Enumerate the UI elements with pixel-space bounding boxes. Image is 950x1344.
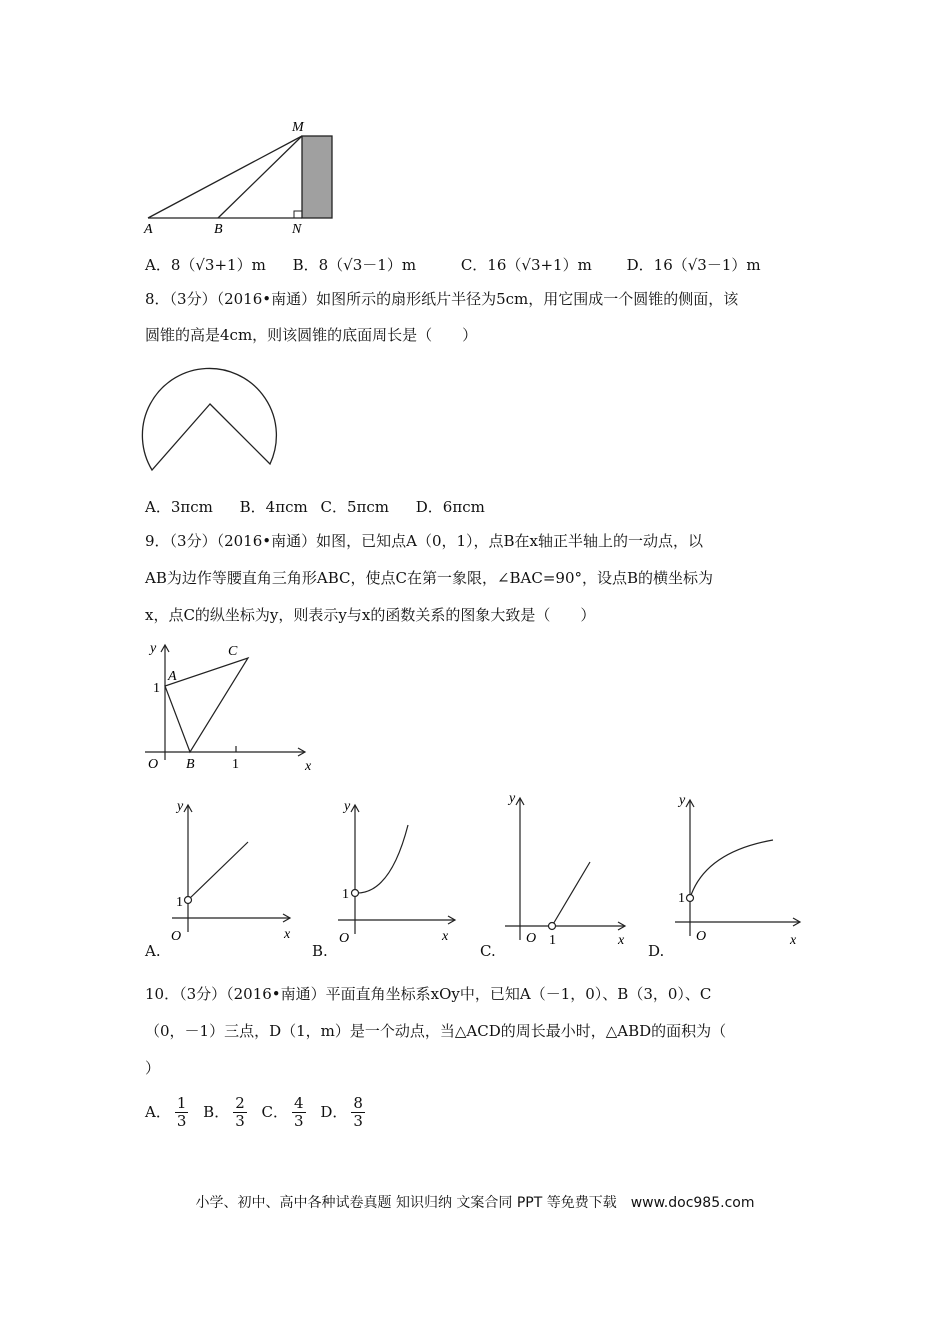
option-a: A．8（√3+1）m [145,256,266,274]
option-c: C．5πcm [320,498,389,516]
label-1: 1 [176,895,183,910]
graph-a [172,805,290,932]
building-rect [302,136,332,218]
q7-figure [148,136,332,218]
label-O: O [171,929,182,944]
option-d: D．6πcm [415,498,485,516]
graph-d [675,800,800,936]
option-b: B．8（√3－1）m [292,256,417,274]
option-a: A． $\frac{1}{3}$ [145,1094,187,1130]
label-y: y [679,793,686,808]
graph-label-a: A. [145,942,161,960]
label-1x: 1 [232,757,239,772]
label-x: x [305,759,312,774]
q10-text-3: ） [145,1059,161,1077]
option-b: B．4πcm [239,498,308,516]
q10-text-2: （0，－1）三点，D（1，m）是一个动点，当△ACD的周长最小时，△ABD的面积为（ [145,1022,727,1040]
option-d: D． $\frac{8}{3}$ [320,1094,363,1130]
label-N: N [292,222,302,237]
graph-label-d: D. [648,942,665,960]
label-O: O [339,931,350,946]
q9-text-1: 9．（3分）（2016•南通）如图，已知点A（0，1），点B在x轴正半轴上的一动点，以 [145,532,704,550]
graph-b [338,805,455,934]
label-O: O [696,929,707,944]
q9-text-2: AB为边作等腰直角三角形ABC，使点C在第一象限，∠BAC=90°，设点B的横坐标为 [145,569,714,587]
option-c: C．16（√3+1）m [460,256,592,274]
q9-text-3: x，点C的纵坐标为y，则表示y与x的函数关系的图象大致是（ ） [145,606,596,624]
graph-label-c: C. [480,942,496,960]
graph-options [172,798,800,940]
graph-label-b: B. [312,942,328,960]
label-C: C [228,644,238,659]
q8-sector-figure [142,368,276,470]
option-c: C． $\frac{4}{3}$ [261,1094,304,1130]
label-x: x [442,929,449,944]
label-1: 1 [678,891,685,906]
label-x: x [618,933,625,948]
label-1: 1 [153,681,160,696]
label-y: y [177,799,184,814]
label-A: A [168,669,177,684]
q10-options [145,1095,369,1130]
q8-options [145,496,507,517]
graph-c [505,798,625,940]
label-x: x [284,927,291,942]
label-A: A [144,222,153,237]
option-b: B． $\frac{2}{3}$ [203,1094,245,1130]
label-B: B [186,757,195,772]
label-1: 1 [342,887,349,902]
label-x: x [790,933,797,948]
label-B: B [214,222,223,237]
q8-text-2: 圆锥的高是4cm，则该圆锥的底面周长是（ ） [145,326,478,344]
option-d: D．16（√3－1）m [626,256,761,274]
label-y: y [344,799,351,814]
q9-figure [145,645,305,760]
label-M: M [292,120,304,135]
label-O: O [148,757,159,772]
label-1x: 1 [549,933,556,948]
label-y: y [150,641,157,656]
label-y: y [509,791,516,806]
q7-options [145,254,783,275]
label-O: O [526,931,537,946]
q8-text-1: 8．（3分）（2016•南通）如图所示的扇形纸片半径为5cm，用它围成一个圆锥的侧面，该 [145,290,739,308]
footer: 小学、初中、高中各种试卷真题 知识归纳 文案合同 PPT 等免费下载 www.doc985.com [195,1195,755,1211]
option-a: A．3πcm [145,498,213,516]
q10-text-1: 10．（3分）（2016•南通）平面直角坐标系xOy中，已知A（－1，0）、B（3，0）、C [145,985,712,1003]
